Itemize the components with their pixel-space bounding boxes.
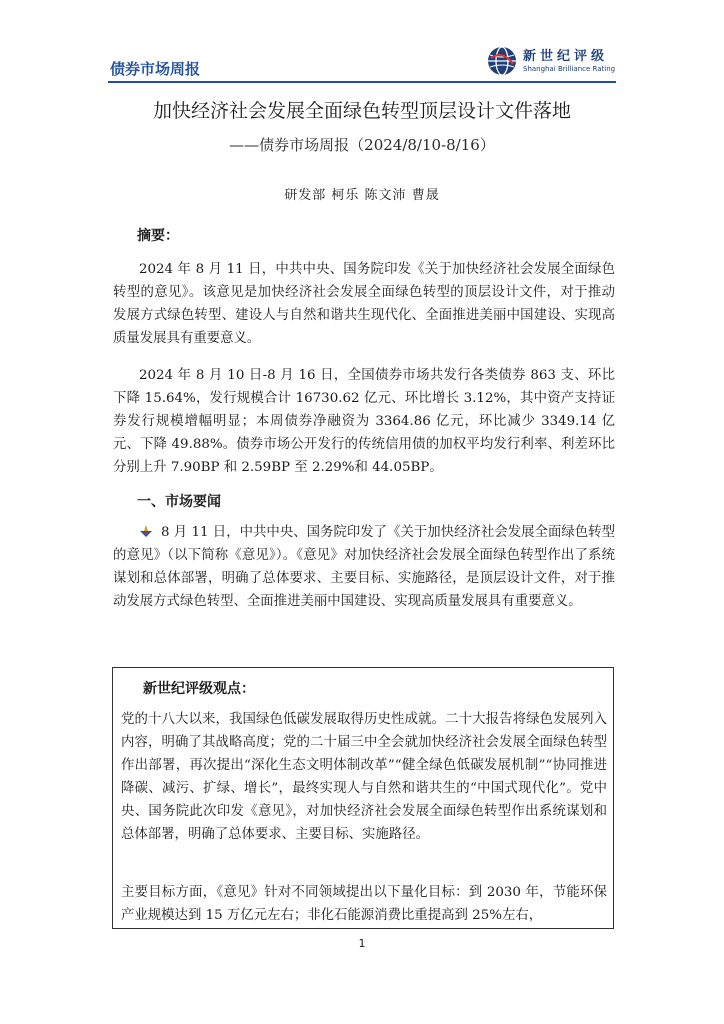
logo-english-name: Shanghai Brilliance Rating: [523, 64, 616, 73]
abstract-paragraph-2: 2024 年 8 月 10 日-8 月 16 日，全国债券市场共发行各类债券 863 支、环比下降 15.64%，发行规模合计 16730.62 亿元、环比增长 3.12%，其中资产支持证券发行规模增幅明显；本周债券净融资为 3364.86 亿元，环比减少 3349.14 亿元、下降 49.88%。债券市场公开发行的传统信用债的加权平均发行利率、利差环比分别上升 7.90BP 和 2.59BP 至 2.29%和 44.05BP。: [113, 368, 615, 475]
brand-logo: [487, 44, 615, 78]
document-title: 加快经济社会发展全面绿色转型顶层设计文件落地: [152, 100, 571, 122]
viewpoint-heading: 新世纪评级观点：: [143, 681, 255, 697]
globe-logo-icon: [487, 46, 517, 76]
abstract-paragraph-1: 2024 年 8 月 11 日，中共中央、国务院印发《关于加快经济社会发展全面绿色转型的意见》。该意见是加快经济社会发展全面绿色转型的顶层设计文件，对于推动发展方式绿色转型、建设人与自然和谐共生现代化、全面推进美丽中国建设、实现高质量发展具有重要意义。: [113, 262, 615, 346]
viewpoint-paragraph-2: 主要目标方面，《意见》针对不同领域提出以下量化目标：到 2030 年，节能环保产业规模达到 15 万亿元左右；非化石能源消费比重提高到 25%左右，: [121, 885, 607, 923]
document-subtitle: ——债券市场周报（2024/8/10-8/16）: [229, 136, 495, 154]
market-news-paragraph: 8 月 11 日，中共中央、国务院印发了《关于加快经济社会发展全面绿色转型的意见》（以下简称《意见》）。《意见》对加快经济社会发展全面绿色转型作出了系统谋划和总体部署，明确了总体要求、主要目标、实施路径，是顶层设计文件，对于推动发展方式绿色转型、全面推进美丽中国建设、实现高质量发展具有重要意义。: [113, 525, 615, 609]
arrow-bullet-icon: [139, 524, 153, 538]
logo-chinese-name: 新世纪评级: [523, 48, 609, 64]
viewpoint-paragraph-1: 党的十八大以来，我国绿色低碳发展取得历史性成就。二十大报告将绿色发展列入内容，明确了其战略高度；党的二十届三中全会就加快经济社会发展全面绿色转型作出部署，再次提出“深化生态文明体制改革”“健全绿色低碳发展机制”“协同推进降碳、减污、扩绿、增长”，最终实现人与自然和谐共生的“中国式现代化”。党中央、国务院此次印发《意见》，对加快经济社会发展全面绿色转型作出系统谋划和总体部署，明确了总体要求、主要目标、实施路径。: [121, 712, 607, 842]
viewpoint-box: [112, 667, 614, 929]
authors-line: 研发部 柯乐 陈文沛 曹晟: [284, 188, 440, 203]
header-rule: [108, 81, 616, 83]
report-header-title: 债券市场周报: [110, 60, 201, 78]
abstract-heading: 摘要：: [137, 228, 179, 244]
page-number: 1: [358, 937, 366, 950]
section-heading-market-news: 一、市场要闻: [137, 494, 221, 510]
